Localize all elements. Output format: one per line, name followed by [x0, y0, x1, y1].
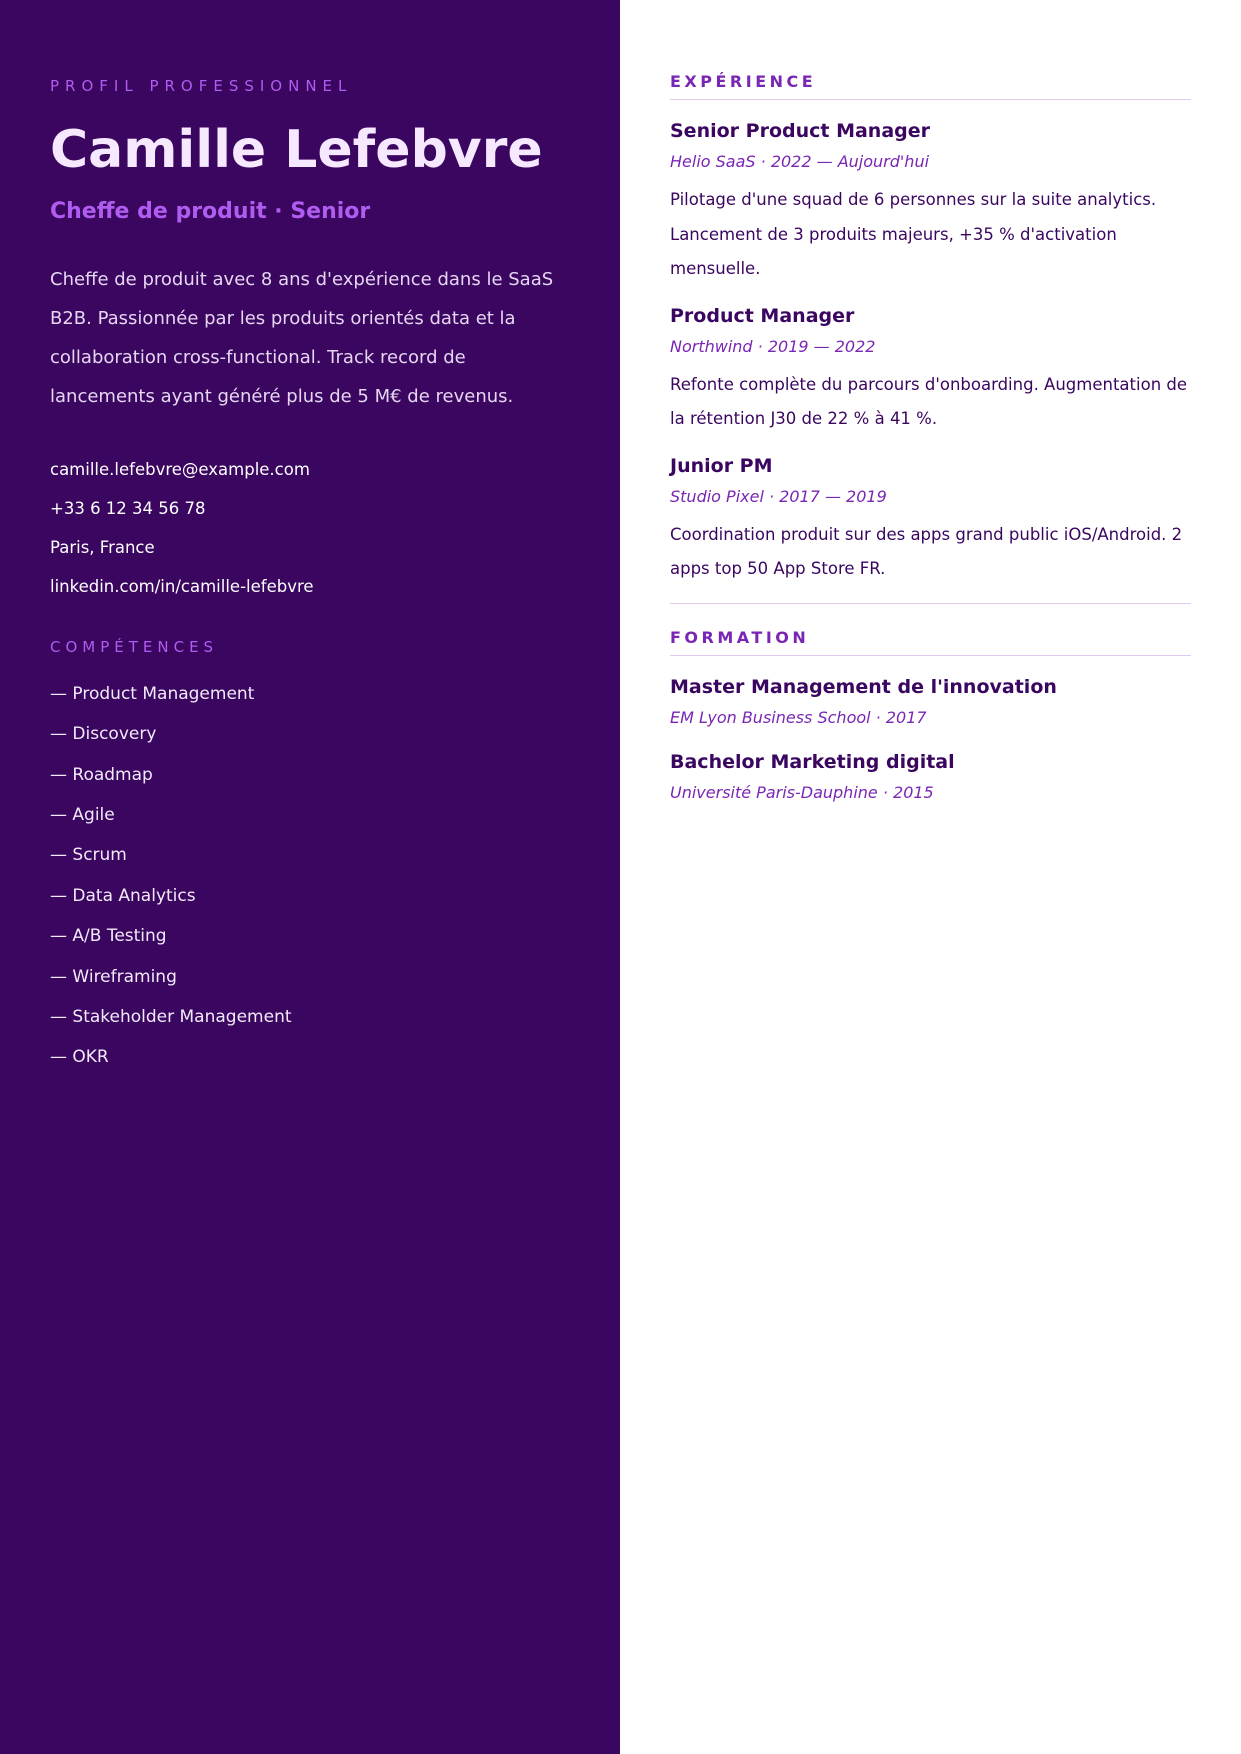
- contact-email[interactable]: camille.lefebvre@example.com: [50, 459, 310, 479]
- contact-location: Paris, France: [50, 537, 155, 557]
- candidate-role: Cheffe de produit · Senior: [50, 198, 371, 224]
- job-meta: Northwind · 2019 — 2022: [670, 336, 876, 356]
- job-description: Refonte complète du parcours d'onboarding. Augmentation de la rétention J30 de 22 % à 41 %.: [670, 374, 1188, 428]
- contact-linkedin[interactable]: linkedin.com/in/camille-lefebvre: [50, 576, 314, 596]
- section-divider: [670, 603, 1191, 604]
- skills-title: COMPÉTENCES: [50, 637, 219, 656]
- degree-title: Master Management de l'innovation: [670, 675, 1057, 698]
- formation-title: FORMATION: [670, 628, 1191, 656]
- job-title: Product Manager: [670, 304, 855, 327]
- experience-title: EXPÉRIENCE: [670, 72, 1191, 100]
- education-item: [670, 751, 1191, 802]
- education-item: [670, 676, 1191, 727]
- degree-title: Bachelor Marketing digital: [670, 750, 955, 773]
- job-title: Senior Product Manager: [670, 120, 931, 142]
- skill-item: — Roadmap: [50, 764, 153, 785]
- skill-item: — Stakeholder Management: [50, 1006, 292, 1027]
- degree-meta: Université Paris-Dauphine · 2015: [670, 782, 934, 802]
- skill-item: — Scrum: [50, 845, 127, 866]
- main-content: [620, 0, 1241, 1754]
- experience-item: [670, 455, 1191, 587]
- job-description: Pilotage d'une squad de 6 personnes sur la suite analytics. Lancement de 3 produits majeurs, +35 % d'activation mensuelle.: [670, 190, 1157, 278]
- degree-meta: EM Lyon Business School · 2017: [670, 707, 927, 727]
- skill-item: — Wireframing: [50, 966, 177, 987]
- skill-item: — Data Analytics: [50, 885, 196, 906]
- job-meta: Helio SaaS · 2022 — Aujourd'hui: [670, 152, 930, 171]
- skills-list: [50, 684, 570, 1088]
- contact-phone[interactable]: +33 6 12 34 56 78: [50, 498, 206, 518]
- skill-item: — Agile: [50, 804, 115, 825]
- profile-eyebrow: PROFIL PROFESSIONNEL: [50, 77, 353, 95]
- skill-item: — Discovery: [50, 724, 157, 745]
- candidate-name: Camille Lefebvre: [50, 120, 543, 180]
- skill-item: — A/B Testing: [50, 926, 167, 947]
- job-title: Junior PM: [670, 454, 773, 477]
- skill-item: — Product Management: [50, 683, 255, 704]
- contact-block: [50, 460, 570, 616]
- job-meta: Studio Pixel · 2017 — 2019: [670, 486, 887, 506]
- experience-item: [670, 305, 1191, 437]
- skill-item: — OKR: [50, 1047, 109, 1068]
- sidebar: [0, 0, 620, 1754]
- profile-summary: Cheffe de produit avec 8 ans d'expérience dans le SaaS B2B. Passionnée par les produits orientés data et la collaboration cross-functional. Track record de lancements ayant généré plus de 5 M€ de revenus.: [50, 268, 554, 407]
- experience-item: [670, 120, 1191, 287]
- job-description: Coordination produit sur des apps grand public iOS/Android. 2 apps top 50 App Store FR.: [670, 524, 1183, 578]
